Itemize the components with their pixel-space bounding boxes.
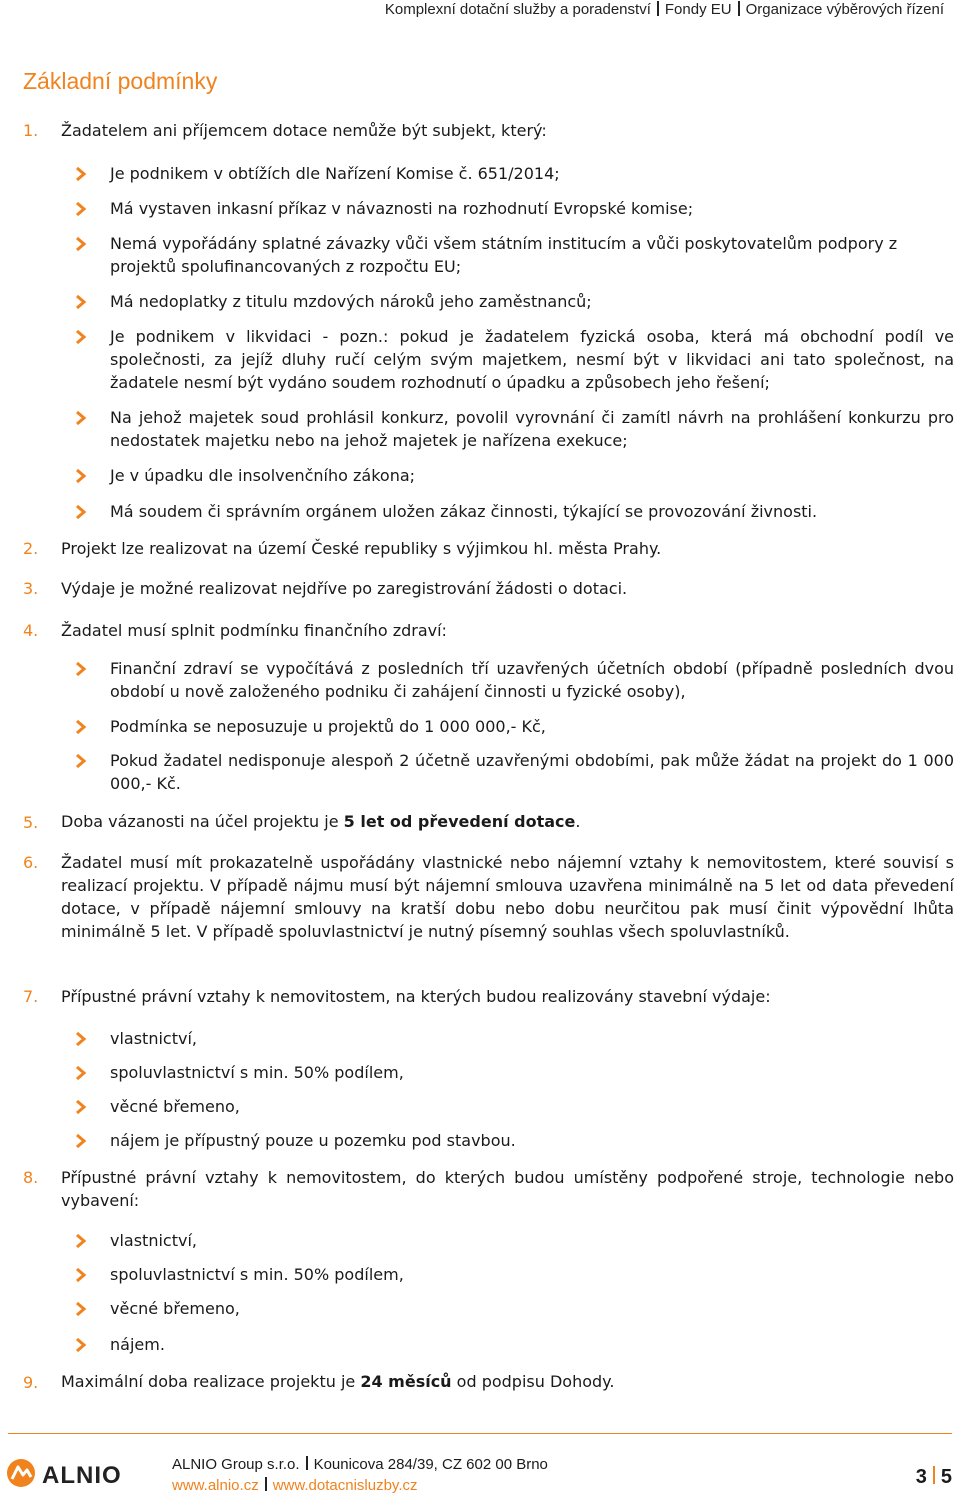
list-item: Má vystaven inkasní příkaz v návaznosti na rozhodnutí Evropské komise; [110, 199, 694, 218]
header-item: Organizace výběrových řízení [745, 1, 944, 18]
footer-links [172, 1477, 417, 1494]
header-separator [738, 1, 740, 16]
company-name: ALNIO Group s.r.o. [172, 1456, 300, 1473]
header-separator [657, 1, 659, 16]
current-page: 3 [915, 1466, 927, 1488]
chevron-right-icon [72, 1031, 90, 1047]
text-segment: . [575, 812, 581, 831]
list-item: Má soudem či správním orgánem uložen zákaz činnosti, týkající se provozování živnosti. [110, 502, 818, 521]
bold-text: 5 let od převedení dotace [343, 812, 576, 831]
alnio-logo [6, 1455, 140, 1495]
page-title: Základní podmínky [23, 68, 218, 94]
list-item: Je podnikem v likvidaci - pozn.: pokud je žadatelem fyzická osoba, která má obchodní podíl ve společnosti, za jejíž dluhy ručí celým svým majetkem, nesmí být v likvidaci ani tato společnost, na žadatele nesmí být vydáno soudem rozhodnutí o úpadku a způsobech jeho řešení; [110, 327, 954, 392]
section-number: 8. [23, 1168, 39, 1187]
list-item: Podmínka se neposuzuje u projektů do 1 000 000,- Kč, [110, 717, 546, 736]
section-number: 2. [23, 539, 39, 558]
page-header [385, 1, 944, 18]
text-segment: Maximální doba realizace projektu je [61, 1372, 361, 1391]
section-text: Přípustné právní vztahy k nemovitostem, do kterých budou umístěny podpořené stroje, technologie nebo vybavení: [61, 1168, 954, 1210]
section-text: Projekt lze realizovat na území České republiky s výjimkou hl. města Prahy. [61, 539, 662, 558]
section-number: 6. [23, 853, 39, 872]
list-item: věcné břemeno, [110, 1299, 240, 1318]
footer-divider [8, 1433, 952, 1434]
chevron-right-icon [72, 1301, 90, 1317]
chevron-right-icon [72, 719, 90, 735]
text-segment: Doba vázanosti na účel projektu je [61, 812, 344, 831]
list-item: spoluvlastnictví s min. 50% podílem, [110, 1063, 404, 1082]
list-item: nájem je přípustný pouze u pozemku pod stavbou. [110, 1131, 516, 1150]
section-number: 7. [23, 987, 39, 1006]
list-item: Má nedoplatky z titulu mzdových nároků jeho zaměstnanců; [110, 292, 592, 311]
header-item: Fondy EU [664, 1, 732, 18]
total-pages: 5 [940, 1466, 952, 1488]
list-item: Je podnikem v obtížích dle Nařízení Komise č. 651/2014; [110, 164, 560, 183]
chevron-right-icon [72, 468, 90, 484]
chevron-right-icon [72, 1065, 90, 1081]
page-separator [933, 1466, 935, 1484]
company-info [172, 1456, 548, 1473]
chevron-right-icon [72, 1337, 90, 1353]
footer-separator [265, 1477, 267, 1491]
chevron-right-icon [72, 753, 90, 769]
chevron-right-icon [72, 1267, 90, 1283]
footer-separator [306, 1456, 308, 1470]
chevron-right-icon [72, 236, 90, 252]
section-number: 9. [23, 1373, 39, 1392]
list-item: vlastnictví, [110, 1029, 197, 1048]
section-text [61, 1370, 954, 1393]
chevron-right-icon [72, 329, 90, 345]
chevron-right-icon [72, 504, 90, 520]
bold-text: 24 měsíců [360, 1372, 452, 1391]
page-number [916, 1466, 952, 1489]
list-item: vlastnictví, [110, 1231, 197, 1250]
chevron-right-icon [72, 661, 90, 677]
chevron-right-icon [72, 1133, 90, 1149]
list-item: nájem. [110, 1335, 165, 1354]
chevron-right-icon [72, 1233, 90, 1249]
section-text: Žadatelem ani příjemcem dotace nemůže být subjekt, který: [61, 121, 547, 140]
section-text [61, 810, 954, 833]
section-text: Přípustné právní vztahy k nemovitostem, na kterých budou realizovány stavební výdaje: [61, 987, 771, 1006]
chevron-right-icon [72, 201, 90, 217]
chevron-right-icon [72, 166, 90, 182]
chevron-right-icon [72, 294, 90, 310]
section-number: 4. [23, 621, 39, 640]
list-item: věcné břemeno, [110, 1097, 240, 1116]
list-item: Pokud žadatel nedisponuje alespoň 2 účetně uzavřenými obdobími, pak může žádat na projekt do 1 000 000,- Kč. [110, 751, 954, 793]
text-segment: od podpisu Dohody. [451, 1372, 615, 1391]
website-link-dotacnisluzby[interactable]: www.dotacnisluzby.cz [272, 1477, 418, 1494]
list-item: Nemá vypořádány splatné závazky vůči všem státním institucím a vůči poskytovatelům podpory z projektů spolufinancovaných z rozpočtu EU; [110, 234, 898, 276]
section-number: 3. [23, 579, 39, 598]
list-item: Na jehož majetek soud prohlásil konkurz, povolil vyrovnání či zamítl návrh na prohlášení konkurzu pro nedostatek majetku nebo na jehož majetek je nařízena exekuce; [110, 408, 954, 450]
section-text: Žadatel musí mít prokazatelně uspořádány vlastnické nebo nájemní vztahy k nemovitostem, které souvisí s realizací projektu. V případě nájmu musí být nájemní smlouva uzavřena minimálně na 5 let od data převedení dotace, v případě nájemní smlouvy na kratší dobu nebo dobu neurčitou pak musí činit výpovědní lhůta minimálně 5 let. V případě spoluvlastnictví je nutný písemný souhlas všech spoluvlastníků. [61, 853, 954, 941]
list-item: spoluvlastnictví s min. 50% podílem, [110, 1265, 404, 1284]
section-number: 5. [23, 813, 39, 832]
list-item: Finanční zdraví se vypočítává z posledních tří uzavřených účetních období (případně posledních dvou období u nově založeného podniku či zahájení činnosti u fyzické osoby), [110, 659, 954, 701]
section-text: Žadatel musí splnit podmínku finančního zdraví: [61, 621, 447, 640]
website-link-alnio[interactable]: www.alnio.cz [172, 1477, 259, 1494]
list-item: Je v úpadku dle insolvenčního zákona; [110, 466, 416, 485]
logo-mark-icon [6, 1455, 140, 1491]
header-item: Komplexní dotační služby a poradenství [384, 1, 651, 18]
section-number: 1. [23, 121, 39, 140]
chevron-right-icon [72, 410, 90, 426]
chevron-right-icon [72, 1099, 90, 1115]
company-address: Kounicova 284/39, CZ 602 00 Brno [313, 1456, 548, 1473]
logo-text: ALNIO [42, 1462, 122, 1489]
section-text: Výdaje je možné realizovat nejdříve po zaregistrování žádosti o dotaci. [61, 579, 628, 598]
